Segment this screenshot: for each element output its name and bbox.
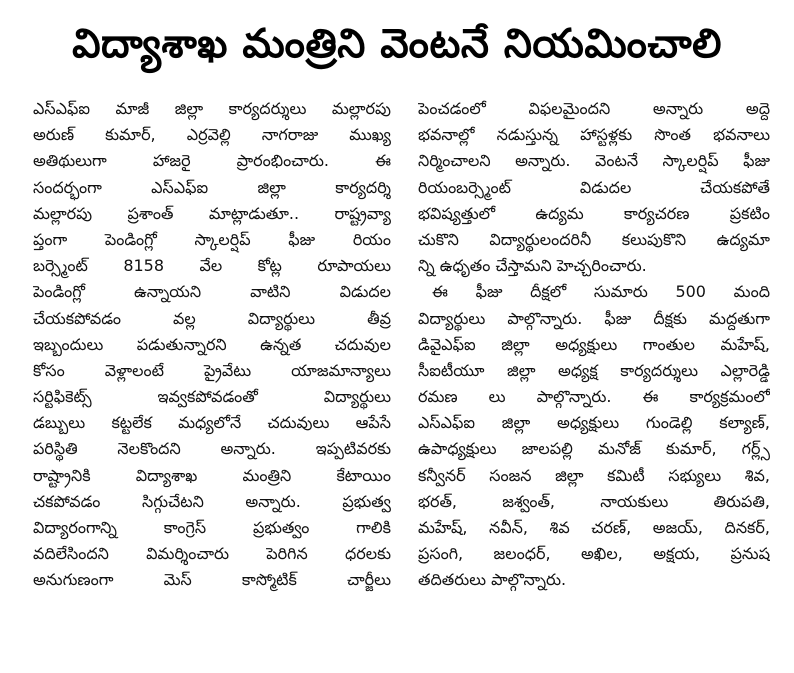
article-line: సీఐటీయూ జిల్లా అధ్యక్ష కార్యదర్శులు ఎల్లారెడ్డి xyxy=(418,360,770,380)
article-line: నిర్మించాలని అన్నారు. వెంటనే స్కాలర్షిప్ ఫీజు xyxy=(418,151,770,171)
article-line: మల్లారపు ప్రశాంత్ మాట్లాడుతూ.. రాష్ట్రవ్యా xyxy=(33,203,391,223)
article-line: కోసం వెళ్లాలంటే ప్రైవేటు యాజమాన్యాలు xyxy=(33,360,391,380)
article-line: ఇబ్బందులు పడుతున్నారని ఉన్నత చదువుల xyxy=(33,334,391,354)
article-line: పరిస్థితి నెలకొందని అన్నారు. ఇప్పటివరకు xyxy=(33,439,391,459)
article-line: ఈ ఫీజు దీక్షలో సుమారు 500 మంది xyxy=(432,282,770,302)
article-line: చుకొని విద్యార్థులందరినీ కలుపుకొని ఉద్యమా xyxy=(418,229,770,249)
article-line: భరత్, జశ్వంత్, నాయకులు తిరుపతి, xyxy=(418,491,770,511)
article-line: విద్యారంగాన్ని కాంగ్రెస్ ప్రభుత్వం గాలికి xyxy=(33,518,391,537)
article-line: సందర్భంగా ఎస్ఎఫ్ఐ జిల్లా కార్యదర్శి xyxy=(33,177,391,197)
article-line: డబ్బులు కట్టలేక మధ్యలోనే చదువులు ఆపేసే xyxy=(33,413,391,433)
article-line: అరుణ్ కుమార్, ఎర్రవెల్లి నాగరాజు ముఖ్య xyxy=(33,125,391,145)
article-line: డివైఎఫ్ఐ జిల్లా అధ్యక్షులు గాంతుల మహేష్, xyxy=(418,334,770,354)
article-line: ప్రసంగి, జలంధర్, అఖిల, అక్షయ, ప్రనుష xyxy=(418,544,770,564)
article-line: భవిష్యత్తులో ఉద్యమ కార్యచరణ ప్రకటిం xyxy=(418,203,770,223)
article-line: వదిలేసిందని విమర్శించారు పెరిగిన ధరలకు xyxy=(33,544,391,564)
article-line: అనుగుణంగా మెస్ కాస్మోటిక్ చార్జీలు xyxy=(33,570,391,590)
article-line: చకపోవడం సిగ్గుచేటని అన్నారు. ప్రభుత్వ xyxy=(33,491,391,511)
article-line: కన్వీనర్ సంజన జిల్లా కమిటీ సభ్యులు శివ, xyxy=(418,465,770,485)
article-line: విద్యార్థులు పాల్గొన్నారు. ఫీజు దీక్షకు మద్దతుగా xyxy=(418,308,770,328)
article-line: బర్స్మెంట్ 8158 వేల కోట్ల రూపాయలు xyxy=(33,256,391,276)
article-line: పెంచడంలో విఫలమైందని అన్నారు అద్దె xyxy=(418,99,770,118)
article-line: న్ని ఉధృతం చేస్తామని హెచ్చరించారు. xyxy=(418,256,647,276)
right-column xyxy=(418,96,770,594)
article-line: రియంబర్స్మెంట్ విడుదల చేయకపోతే xyxy=(418,177,770,197)
article-line: తదితరులు పాల్గొన్నారు. xyxy=(418,570,567,590)
article-line: చేయకపోవడం వల్ల విద్యార్థులు తీవ్ర xyxy=(33,308,391,328)
headline: విద్యాశాఖ మంత్రిని వెంటనే నియమించాలి xyxy=(72,21,722,67)
article-line: మహేష్, నవీన్, శివ చరణ్, అజయ్, దినకర్, xyxy=(418,518,770,537)
article-line: సర్టిఫికెట్స్ ఇవ్వకపోవడంతో విద్యార్థులు xyxy=(33,387,391,407)
article-line: అతిథులుగా హాజరై ప్రారంభించారు. ఈ xyxy=(33,151,391,171)
article-line: భవనాల్లో నడుస్తున్న హాస్టళ్లకు సొంత భవనాలు xyxy=(418,125,770,145)
article-line: పెండింగ్లో ఉన్నాయని వాటిని విడుదల xyxy=(33,282,391,302)
article-line: రాష్ట్రానికి విద్యాశాఖ మంత్రిని కేటాయిం xyxy=(33,465,391,485)
article-line: ఉపాధ్యక్షులు జాలపల్లి మనోజ్ కుమార్, గర్ల్స్ xyxy=(418,439,770,459)
article-line: ప్తంగా పెండింగ్లో స్కాలర్షిప్ ఫీజు రియం xyxy=(33,229,391,249)
left-column xyxy=(33,96,391,594)
article-line: ఎస్ఎఫ్ఐ మాజీ జిల్లా కార్యదర్శులు మల్లారపు xyxy=(33,99,391,118)
article-line: ఎస్ఎఫ్ఐ జిల్లా అధ్యక్షులు గుండెల్లి కల్యాణ్, xyxy=(418,413,770,433)
article-line: రమణ లు పాల్గొన్నారు. ఈ కార్యక్రమంలో xyxy=(418,387,770,407)
article-body xyxy=(0,96,794,656)
